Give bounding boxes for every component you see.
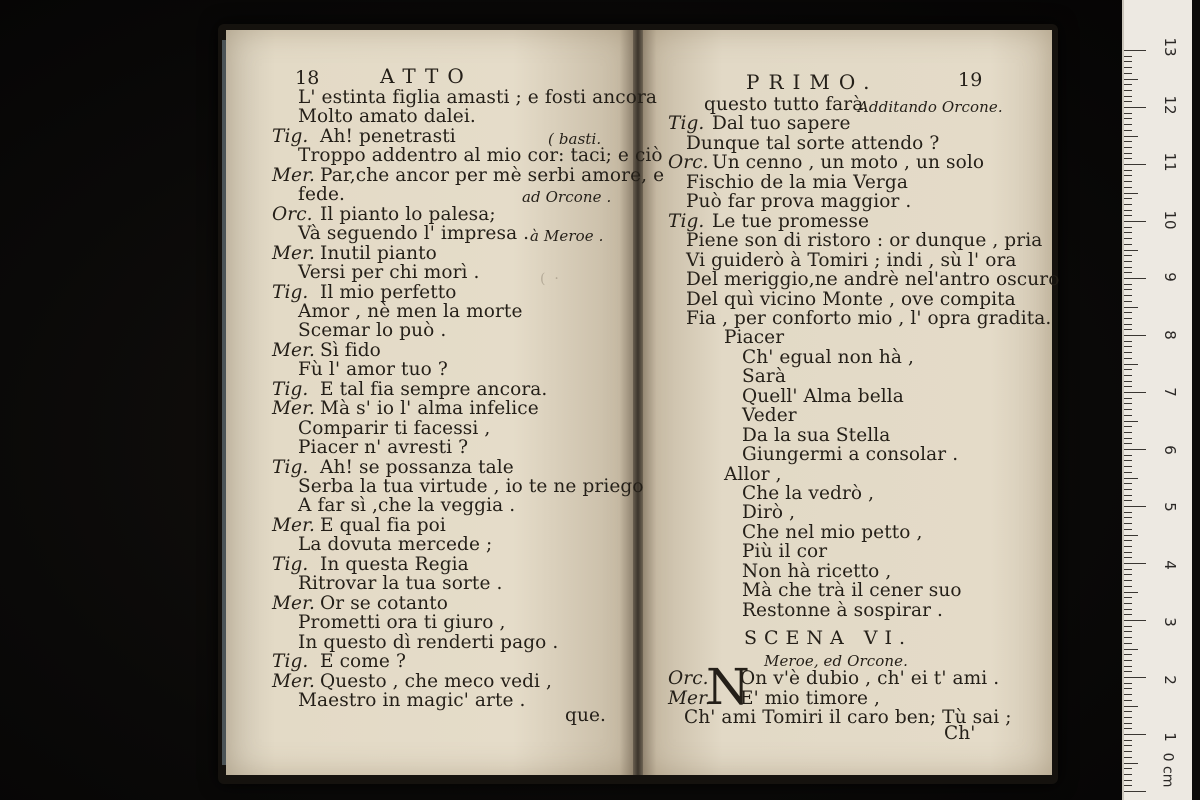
- ruler-number: 13: [1161, 37, 1179, 57]
- ruler-tick: [1124, 768, 1132, 769]
- speaker-label: Mer.: [272, 514, 315, 536]
- ruler-number: 9: [1161, 272, 1179, 282]
- ruler-tick: [1124, 238, 1132, 239]
- ruler-tick: [1124, 210, 1132, 211]
- ruler-tick: [1124, 523, 1132, 524]
- verse-line: Restonne à sospirar .: [742, 599, 943, 621]
- verse-line: Che nel mio petto ,: [742, 521, 923, 543]
- verse-line: Ah! se possanza tale: [320, 456, 514, 478]
- ruler-tick: [1124, 478, 1138, 479]
- ruler-tick: [1124, 506, 1146, 507]
- verse-line: La dovuta mercede ;: [298, 534, 493, 556]
- ruler-number: 11: [1161, 152, 1179, 172]
- verse-line: Giungermi a consolar .: [742, 444, 959, 466]
- ruler-tick: [1124, 546, 1132, 547]
- ruler-tick: [1124, 426, 1132, 427]
- ruler-tick: [1124, 603, 1132, 604]
- ruler-tick: [1124, 671, 1132, 672]
- verse-line: Or se cotanto: [320, 592, 448, 614]
- speaker-label: Orc.: [272, 203, 313, 225]
- ruler-tick: [1124, 193, 1138, 194]
- ruler-number: 4: [1161, 559, 1179, 570]
- ruler-tick: [1124, 50, 1146, 51]
- ruler-tick: [1124, 540, 1132, 541]
- ruler-number: 7: [1161, 387, 1179, 397]
- verse-line: Sì fido: [320, 339, 381, 361]
- verse-line: In questo dì renderti pago .: [298, 631, 559, 653]
- ruler-tick: [1124, 295, 1132, 296]
- ruler-tick: [1124, 654, 1132, 655]
- ruler-tick: [1124, 535, 1138, 536]
- verse-line: Piacer: [724, 327, 785, 349]
- speaker-label: Tig.: [272, 553, 309, 575]
- verse-line: Allor ,: [724, 463, 782, 485]
- page-number: 19: [958, 69, 983, 91]
- ruler-tick: [1124, 181, 1132, 182]
- ruler-tick: [1124, 204, 1132, 205]
- ruler-tick: [1124, 101, 1132, 102]
- verse-line: Ah! penetrasti: [320, 125, 456, 147]
- ruler-tick: [1124, 717, 1132, 718]
- ruler-tick: [1124, 683, 1132, 684]
- ruler-tick: [1124, 711, 1132, 712]
- ruler-tick: [1124, 569, 1132, 570]
- ruler-tick: [1124, 341, 1132, 342]
- ruler-tick: [1124, 574, 1132, 575]
- ruler-tick: [1124, 215, 1132, 216]
- ruler-tick: [1124, 79, 1138, 80]
- ruler-number: 10: [1161, 209, 1179, 230]
- ruler-tick: [1124, 284, 1132, 285]
- ruler-tick: [1124, 84, 1132, 85]
- ruler-tick: [1124, 609, 1132, 610]
- ruler-tick: [1124, 409, 1132, 410]
- verse-line: Vi guiderò à Tomiri ; indi , sù l' ora: [686, 249, 1017, 271]
- ruler-tick: [1124, 677, 1146, 678]
- ruler-tick: [1124, 187, 1132, 188]
- ruler-tick: [1124, 335, 1146, 336]
- ruler-number: 3: [1161, 617, 1179, 627]
- verse-line: Versi per chi morì .: [298, 262, 480, 284]
- ruler-tick: [1124, 136, 1138, 137]
- ruler-tick: [1124, 261, 1132, 262]
- ruler-tick: [1124, 289, 1132, 290]
- ruler-tick: [1124, 517, 1132, 518]
- ruler-tick: [1124, 244, 1132, 245]
- ruler-tick: [1124, 267, 1132, 268]
- ruler-tick: [1124, 130, 1132, 131]
- ruler-tick: [1124, 438, 1132, 439]
- ruler-tick: [1124, 421, 1138, 422]
- ruler-tick: [1124, 278, 1146, 279]
- ruler-tick: [1124, 495, 1132, 496]
- ruler-tick: [1124, 592, 1138, 593]
- ruler-tick: [1124, 358, 1132, 359]
- ruler-tick: [1124, 563, 1146, 564]
- speaker-label: Mer.: [272, 339, 315, 361]
- ruler-tick: [1124, 221, 1146, 222]
- verse-line: Il mio perfetto: [320, 281, 457, 303]
- stage-direction: ( basti.: [548, 129, 602, 148]
- ruler-tick: [1124, 455, 1132, 456]
- verse-line: Amor , nè men la morte: [298, 300, 523, 322]
- ruler-tick: [1124, 745, 1132, 746]
- ruler-tick: [1124, 740, 1132, 741]
- verse-line: Mà s' io l' alma infelice: [320, 398, 539, 420]
- ruler-tick: [1124, 472, 1132, 473]
- ruler-tick: [1124, 118, 1132, 119]
- ruler-tick: [1124, 706, 1138, 707]
- ruler-tick: [1124, 694, 1132, 695]
- verse-line: Sarà: [742, 366, 786, 388]
- catchword: Ch': [944, 723, 976, 744]
- speaker-label: Tig.: [668, 113, 705, 135]
- ruler-tick: [1124, 512, 1132, 513]
- catchword: que.: [565, 705, 606, 726]
- ruler-number: 1: [1161, 732, 1179, 742]
- verse-line: Del quì vicino Monte , ove compita: [686, 288, 1016, 310]
- ruler-tick: [1124, 723, 1132, 724]
- ruler-tick: [1124, 700, 1132, 701]
- ruler-tick: [1124, 73, 1132, 74]
- scene-heading: SCENA VI.: [744, 627, 913, 649]
- verse-line: Troppo addentro al mio cor: taci; e ciò: [298, 145, 663, 167]
- ruler-tick: [1124, 255, 1132, 256]
- ruler-tick: [1124, 381, 1132, 382]
- speaker-label: Tig.: [272, 125, 309, 147]
- ruler-tick: [1124, 415, 1132, 416]
- ruler-tick: [1124, 449, 1146, 450]
- ruler-tick: [1124, 164, 1146, 165]
- verse-line: questo tutto farà: [704, 94, 864, 115]
- ruler-tick: [1124, 175, 1132, 176]
- verse-line: In questa Regia: [320, 553, 469, 575]
- ruler-tick: [1124, 107, 1146, 108]
- verse-line: A far sì ,che la veggia .: [298, 495, 516, 517]
- ruler-tick: [1124, 552, 1132, 553]
- ruler-tick: [1124, 90, 1132, 91]
- ruler-tick: [1124, 785, 1132, 786]
- page-number: 18: [295, 67, 320, 89]
- ruler-tick: [1124, 649, 1138, 650]
- ruler-tick: [1124, 227, 1132, 228]
- ruler-tick: [1124, 763, 1138, 764]
- measurement-ruler: [1122, 0, 1194, 800]
- ruler-number: 5: [1161, 502, 1179, 512]
- ruler-tick: [1124, 631, 1132, 632]
- ruler-tick: [1124, 364, 1138, 365]
- show-through-text: ( ·: [540, 271, 559, 287]
- ruler-tick: [1124, 170, 1132, 171]
- ruler-tick: [1124, 403, 1132, 404]
- ruler-tick: [1124, 460, 1132, 461]
- scene-characters: Meroe, ed Orcone.: [764, 652, 909, 670]
- ruler-tick: [1124, 398, 1132, 399]
- ruler-tick: [1124, 61, 1132, 62]
- ruler-tick: [1124, 529, 1132, 530]
- ruler-tick: [1124, 124, 1132, 125]
- verse-line: Maestro in magic' arte .: [298, 689, 526, 711]
- ruler-tick: [1124, 489, 1132, 490]
- ruler-tick: [1124, 626, 1132, 627]
- ruler-tick: [1124, 500, 1132, 501]
- ruler-tick: [1124, 56, 1132, 57]
- ruler-tick: [1124, 774, 1132, 775]
- ruler-tick: [1124, 386, 1132, 387]
- ruler-tick: [1124, 466, 1132, 467]
- verse-line: Che la vedrò ,: [742, 483, 875, 504]
- verse-line: Un cenno , un moto , un solo: [712, 152, 985, 174]
- speaker-label: Tig.: [272, 456, 309, 478]
- verse-line: Ritrovar la tua sorte .: [298, 573, 503, 595]
- verse-line: Dal tuo sapere: [712, 113, 851, 135]
- ruler-tick: [1124, 375, 1132, 376]
- ruler-tick: [1124, 643, 1132, 644]
- running-head: PRIMO.: [746, 70, 879, 94]
- ruler-tick: [1124, 432, 1132, 433]
- ruler-tick: [1124, 580, 1132, 581]
- verse-line: Ch' ami Tomiri il caro ben; Tù sai ;: [684, 707, 1012, 728]
- verse-line: Il pianto lo palesa;: [320, 203, 496, 225]
- running-head: ATTO: [380, 64, 473, 88]
- ruler-tick: [1124, 96, 1132, 97]
- speaker-label: Orc.: [668, 152, 709, 174]
- verse-line: Molto amato dalei.: [298, 106, 476, 128]
- speaker-label: Mer.: [272, 592, 315, 614]
- stage-direction: à Meroe .: [530, 227, 604, 246]
- verse-line: Serba la tua virtude , io te ne priego: [298, 476, 644, 497]
- verse-line: Piene son di ristoro : or dunque , pria: [686, 230, 1043, 252]
- stage-direction: ad Orcone .: [522, 188, 612, 207]
- verse-line: E' mio timore ,: [740, 688, 881, 709]
- verse-line: Da la sua Stella: [742, 424, 891, 446]
- verse-line: Scemar lo può .: [298, 320, 447, 342]
- ruler-tick: [1124, 369, 1132, 370]
- ruler-tick: [1124, 301, 1132, 302]
- ruler-tick: [1124, 232, 1132, 233]
- ruler-tick: [1124, 198, 1132, 199]
- ruler-tick: [1124, 483, 1132, 484]
- speaker-label: Mer.: [668, 688, 711, 709]
- verse-line: Và seguendo l' impresa .: [298, 223, 530, 245]
- ruler-tick: [1124, 780, 1132, 781]
- verse-line: L' estinta figlia amasti ; e fosti ancora: [298, 87, 658, 108]
- verse-line: Fia , per conforto mio , l' opra gradita.: [686, 307, 1052, 329]
- ruler-tick: [1124, 346, 1132, 347]
- ruler-tick: [1124, 329, 1132, 330]
- verse-line: Dirò ,: [742, 502, 796, 524]
- ruler-tick: [1124, 614, 1132, 615]
- ruler-tick: [1124, 620, 1146, 621]
- ruler-tick: [1124, 728, 1132, 729]
- ruler-tick: [1124, 443, 1132, 444]
- verse-line: Par,che ancor per mè serbi amore, e: [320, 164, 665, 186]
- verse-line: Comparir ti facessi ,: [298, 417, 491, 439]
- ruler-tick: [1124, 597, 1132, 598]
- ruler-tick: [1124, 586, 1132, 587]
- ruler-tick: [1124, 557, 1132, 558]
- speaker-label: Mer.: [272, 242, 315, 264]
- verse-line: Quell' Alma bella: [742, 385, 904, 407]
- verse-line: Fischio de la mia Verga: [686, 171, 908, 193]
- verse-line: Le tue promesse: [712, 210, 870, 232]
- verse-line: Veder: [742, 405, 797, 427]
- ruler-tick: [1124, 751, 1132, 752]
- ruler-tick: [1124, 158, 1132, 159]
- verse-line: Fù l' amor tuo ?: [298, 359, 448, 381]
- ruler-tick: [1124, 660, 1132, 661]
- ruler-edge: [1192, 0, 1200, 800]
- verse-line: E qual fia poi: [320, 514, 446, 536]
- ruler-tick: [1124, 637, 1132, 638]
- ruler-tick: [1124, 688, 1132, 689]
- verse-line: Dunque tal sorte attendo ?: [686, 132, 940, 154]
- speaker-label: Orc.: [668, 668, 709, 689]
- ruler-tick: [1124, 666, 1132, 667]
- ruler-tick: [1124, 307, 1138, 308]
- ruler-unit-label: 0 cm: [1159, 752, 1176, 788]
- drop-cap-letter: N: [706, 658, 750, 716]
- verse-line: Mà che trà il cener suo: [742, 580, 962, 602]
- ruler-tick: [1124, 324, 1132, 325]
- ruler-tick: [1124, 312, 1132, 313]
- verse-line: E come ?: [320, 651, 406, 673]
- book-gutter: [633, 30, 643, 775]
- verse-line: Più il cor: [742, 541, 828, 563]
- verse-line: Non hà ricetto ,: [742, 560, 892, 582]
- verse-line: fede.: [298, 184, 345, 206]
- verse-line: Del meriggio,ne andrè nel'antro oscuro: [686, 269, 1060, 291]
- verse-line: Inutil pianto: [320, 242, 437, 264]
- verse-line: Prometti ora ti giuro ,: [298, 612, 506, 634]
- verse-line: Può far prova maggior .: [686, 191, 912, 213]
- ruler-number: 6: [1161, 444, 1179, 455]
- speaker-label: Mer.: [272, 164, 315, 186]
- ruler-tick: [1124, 791, 1146, 792]
- ruler-number: 12: [1161, 94, 1179, 115]
- ruler-tick: [1124, 734, 1146, 735]
- ruler-tick: [1124, 67, 1132, 68]
- verse-line: E tal fia sempre ancora.: [320, 378, 548, 400]
- ruler-tick: [1124, 153, 1132, 154]
- ruler-tick: [1124, 113, 1132, 114]
- ruler-tick: [1124, 318, 1132, 319]
- ruler-tick: [1124, 250, 1138, 251]
- verse-line: Ch' egual non hà ,: [742, 346, 914, 368]
- ruler-tick: [1124, 272, 1132, 273]
- verse-line: On v'è dubio , ch' ei t' ami .: [740, 668, 1000, 689]
- speaker-label: Tig.: [272, 281, 309, 303]
- speaker-label: Tig.: [272, 378, 309, 400]
- ruler-number: 8: [1161, 329, 1179, 340]
- verse-line: Questo , che meco vedi ,: [320, 670, 553, 692]
- stage-direction: Additando Orcone.: [858, 98, 1003, 116]
- speaker-label: Mer.: [272, 670, 315, 692]
- ruler-number: 2: [1161, 674, 1179, 685]
- speaker-label: Tig.: [668, 210, 705, 232]
- ruler-tick: [1124, 147, 1132, 148]
- ruler-tick: [1124, 392, 1146, 393]
- ruler-tick: [1124, 352, 1132, 353]
- speaker-label: Mer.: [272, 398, 315, 420]
- ruler-tick: [1124, 141, 1132, 142]
- verse-line: Piacer n' avresti ?: [298, 437, 469, 459]
- speaker-label: Tig.: [272, 651, 309, 673]
- ruler-tick: [1124, 757, 1132, 758]
